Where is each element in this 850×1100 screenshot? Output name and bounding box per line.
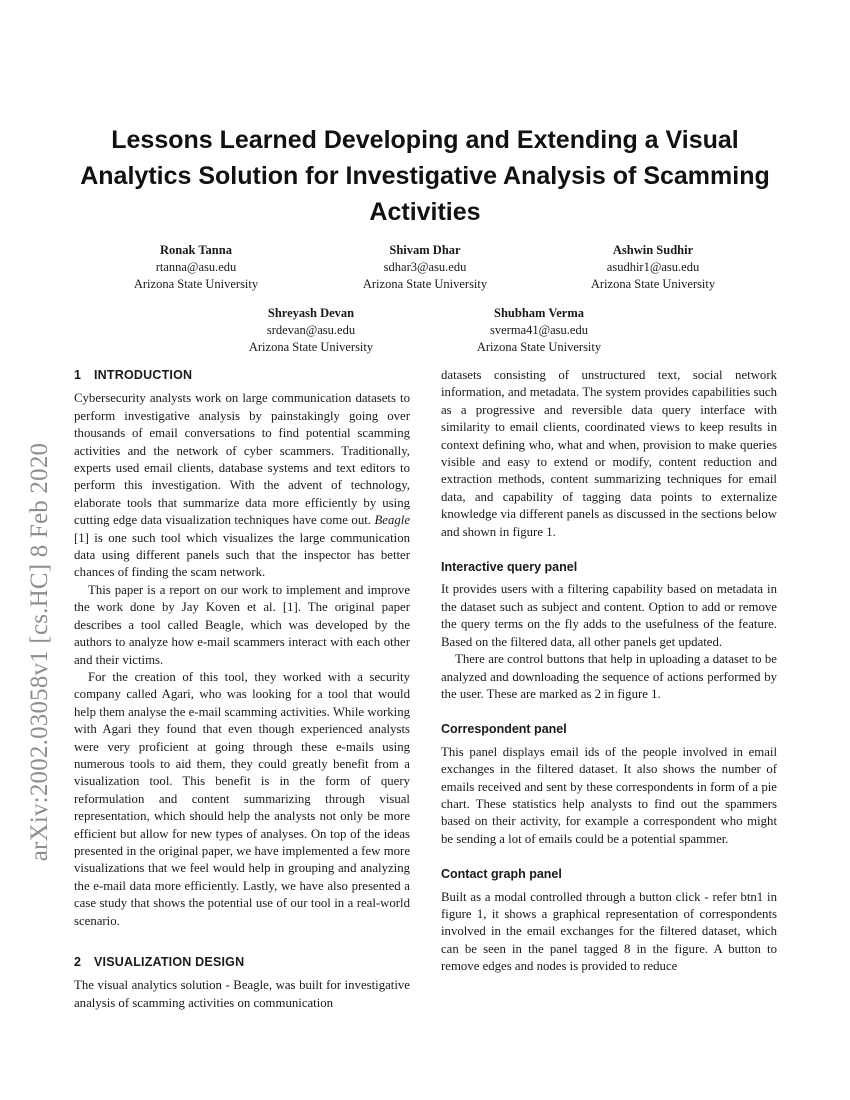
intro-paragraph-2: This paper is a report on our work to implement and improve the work done by Jay Koven et al. [1]. The original paper describes a tool called Beagle, which was developed by the authors to analyze how e-mail scammers interact with each other and their victims. <box>74 582 410 667</box>
author-email: rtanna@asu.edu <box>155 260 237 274</box>
author-name: Shreyash Devan <box>267 306 355 320</box>
subsection-heading-query-panel: Interactive query panel <box>441 560 578 575</box>
author-affiliation: Arizona State University <box>590 277 716 291</box>
author-email: srdevan@asu.edu <box>266 323 356 337</box>
section-title: INTRODUCTION <box>94 368 193 382</box>
subsection-heading-correspondent-panel: Correspondent panel <box>441 722 567 737</box>
author-block <box>81 242 311 293</box>
section-title: VISUALIZATION DESIGN <box>94 955 245 969</box>
author-block <box>424 305 654 356</box>
query-panel-paragraph-2: There are control buttons that help in uploading a dataset to be analyzed and downloading the sequence of actions performed by the user. These are marked as 2 in figure 1. <box>441 652 777 701</box>
intro-paragraph-3: For the creation of this tool, they worked with a security company called Agari, who was looking for a tool that would help them analyse the e-mail scamming activities. While working with Agari they found that even though experienced analysts were very proficient at going through these e-mails using numerous tools to aid them, they could greatly benefit from a visualization tool. This benefit is in the form of query reformulation and content summarizing through visual representation, which should help the analysts not only be more efficient but allow for new types of analyses. On top of the ideas presented in the original paper, we have implemented a few more visualizations that we feel would help in grouping and analyzing the e-mail data more efficiently. Lastly, we have also presented a case study that shows the potential use of our tool in a real-world scenario. <box>74 669 410 928</box>
author-block <box>310 242 540 293</box>
author-email: sverma41@asu.edu <box>490 323 588 337</box>
arxiv-stamp-text: arXiv:2002.03058v1 [cs.HC] 8 Feb 2020 <box>26 442 53 862</box>
author-affiliation: Arizona State University <box>362 277 488 291</box>
author-name: Shivam Dhar <box>389 243 461 257</box>
left-column <box>74 367 410 1012</box>
paper-title: Lessons Learned Developing and Extending a Visual Analytics Solution for Investigative Analysis of Scamming Activities <box>80 126 770 226</box>
author-name: Shubham Verma <box>494 306 584 320</box>
right-column <box>441 367 777 976</box>
design-paragraph-1: The visual analytics solution - Beagle, was built for investigative analysis of scamming activities on communication <box>74 978 410 1010</box>
beagle-emphasis: Beagle <box>374 513 410 528</box>
author-email: asudhir1@asu.edu <box>606 260 700 274</box>
correspondent-panel-paragraph: This panel displays email ids of the people involved in email exchanges in the filtered dataset. It also shows the number of emails received and sent by these correspondents in form of a pie chart. These statistics help analysts to find out the spammers based on their activity, for example a correspondent who might be sending a lot of emails could be a potential spammer. <box>441 744 777 846</box>
section-heading-introduction <box>74 367 410 384</box>
author-name: Ashwin Sudhir <box>612 243 694 257</box>
section-heading-visualization-design <box>74 954 410 971</box>
query-panel-paragraph-1: It provides users with a filtering capability based on metadata in the dataset such as subject and content. Option to add or remove the query terms on the fly adds to the usefulness of the feature. Based on the filtered data, all other panels get updated. <box>441 582 777 649</box>
author-affiliation: Arizona State University <box>133 277 259 291</box>
author-name: Ronak Tanna <box>160 243 232 257</box>
section-number: 1 <box>74 368 82 382</box>
contact-graph-panel-paragraph: Built as a modal controlled through a button click - refer btn1 in figure 1, it shows a graphical representation of correspondents involved in the email exchanges for the filtered dataset, which can be seen in the panel tagged 8 in the figure. A button to remove edges and nodes is provided to reduce <box>441 889 777 974</box>
author-affiliation: Arizona State University <box>248 340 374 354</box>
author-block <box>538 242 768 293</box>
subsection-heading-contact-graph-panel: Contact graph panel <box>441 867 562 882</box>
author-email: sdhar3@asu.edu <box>383 260 467 274</box>
section-number: 2 <box>74 955 82 969</box>
author-block <box>196 305 426 356</box>
intro-paragraph-1: Cybersecurity analysts work on large communication datasets to perform investigative analysis by painstakingly going over thousands of email conversations to find potential scamming activities and the network of cyber scammers. Traditionally, experts used email clients, database systems and text editors to perform this investigation. With the advent of technology, elaborate tools that summarize data more efficiently by using cutting edge data visualization techniques have come out. Beagle [1] is one such tool which visualizes the large communication data using different panels such that the inspector has better chances of finding the scam network. <box>74 391 410 580</box>
author-affiliation: Arizona State University <box>476 340 602 354</box>
design-paragraph-1-continued: datasets consisting of unstructured text, social network information, and metadata. The system provides capabilities such as a progressive and reversible data query interface with similarity to email clients, coordinated views to keep results in context defining who, what and when, provision to make queries visible and easy to extend or modify, content reduction and extraction methods, content summarizing techniques for email data, and capability of tagging data points to externalize knowledge via different panels as discussed in the sections below and shown in figure 1. <box>441 368 777 539</box>
